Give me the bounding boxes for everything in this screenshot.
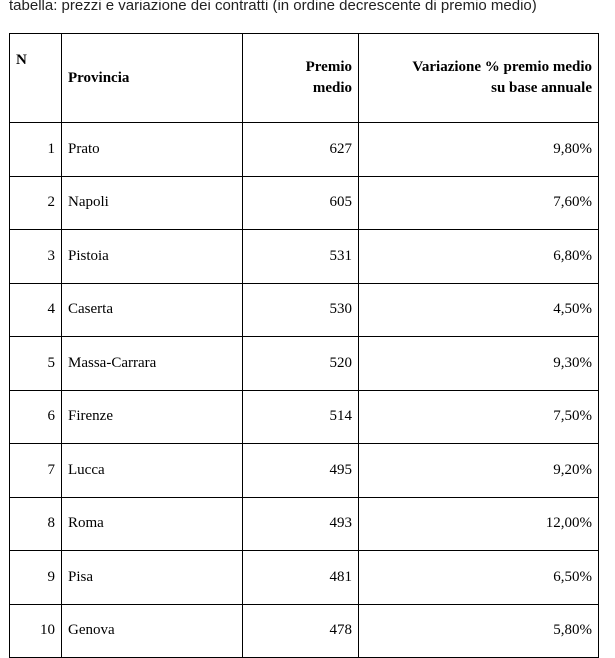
- table-row: [10, 230, 599, 284]
- cell-provincia: Genova: [62, 604, 243, 658]
- cell-variazione: 4,50%: [359, 283, 599, 337]
- cell-variazione: 9,20%: [359, 444, 599, 498]
- cell-premio: 514: [243, 390, 359, 444]
- cell-variazione: 9,30%: [359, 337, 599, 391]
- cell-n: 9: [10, 551, 62, 605]
- cell-provincia: Massa-Carrara: [62, 337, 243, 391]
- table-header-row: [10, 34, 599, 123]
- cell-provincia: Lucca: [62, 444, 243, 498]
- cell-variazione: 5,80%: [359, 604, 599, 658]
- header-premio-line2: medio: [312, 80, 352, 96]
- cell-variazione: 7,50%: [359, 390, 599, 444]
- table-row: [10, 176, 599, 230]
- header-premio-medio: [243, 34, 359, 123]
- cell-variazione: 6,50%: [359, 551, 599, 605]
- cell-provincia: Roma: [62, 497, 243, 551]
- cell-n: 1: [10, 123, 62, 177]
- cell-premio: 493: [243, 497, 359, 551]
- cell-variazione: 9,80%: [359, 123, 599, 177]
- cell-n: 6: [10, 390, 62, 444]
- cell-premio: 481: [243, 551, 359, 605]
- cell-variazione: 7,60%: [359, 176, 599, 230]
- cell-premio: 495: [243, 444, 359, 498]
- cell-premio: 530: [243, 283, 359, 337]
- header-variazione: [359, 34, 599, 123]
- cell-n: 2: [10, 176, 62, 230]
- cell-n: 3: [10, 230, 62, 284]
- table-row: [10, 390, 599, 444]
- cell-variazione: 6,80%: [359, 230, 599, 284]
- cell-provincia: Napoli: [62, 176, 243, 230]
- cell-n: 8: [10, 497, 62, 551]
- cell-n: 10: [10, 604, 62, 658]
- header-premio-line1: Premio: [305, 59, 352, 75]
- header-provincia: Provincia: [62, 34, 243, 123]
- cell-provincia: Caserta: [62, 283, 243, 337]
- cell-premio: 478: [243, 604, 359, 658]
- cell-premio: 627: [243, 123, 359, 177]
- table-caption: tabella: prezzi e variazione dei contratti (in ordine decrescente di premio medio): [9, 0, 537, 14]
- cell-n: 5: [10, 337, 62, 391]
- cell-premio: 531: [243, 230, 359, 284]
- table-row: [10, 337, 599, 391]
- cell-n: 4: [10, 283, 62, 337]
- cell-provincia: Pistoia: [62, 230, 243, 284]
- cell-provincia: Firenze: [62, 390, 243, 444]
- cell-premio: 605: [243, 176, 359, 230]
- cell-provincia: Prato: [62, 123, 243, 177]
- header-variazione-line2: su base annuale: [491, 80, 592, 96]
- premium-table: [9, 33, 599, 658]
- header-n: N: [10, 34, 62, 123]
- table-row: [10, 604, 599, 658]
- cell-n: 7: [10, 444, 62, 498]
- table-row: [10, 551, 599, 605]
- table-row: [10, 283, 599, 337]
- table-row: [10, 497, 599, 551]
- cell-variazione: 12,00%: [359, 497, 599, 551]
- cell-premio: 520: [243, 337, 359, 391]
- header-variazione-line1: Variazione % premio medio: [412, 59, 592, 75]
- table-row: [10, 123, 599, 177]
- cell-provincia: Pisa: [62, 551, 243, 605]
- table-row: [10, 444, 599, 498]
